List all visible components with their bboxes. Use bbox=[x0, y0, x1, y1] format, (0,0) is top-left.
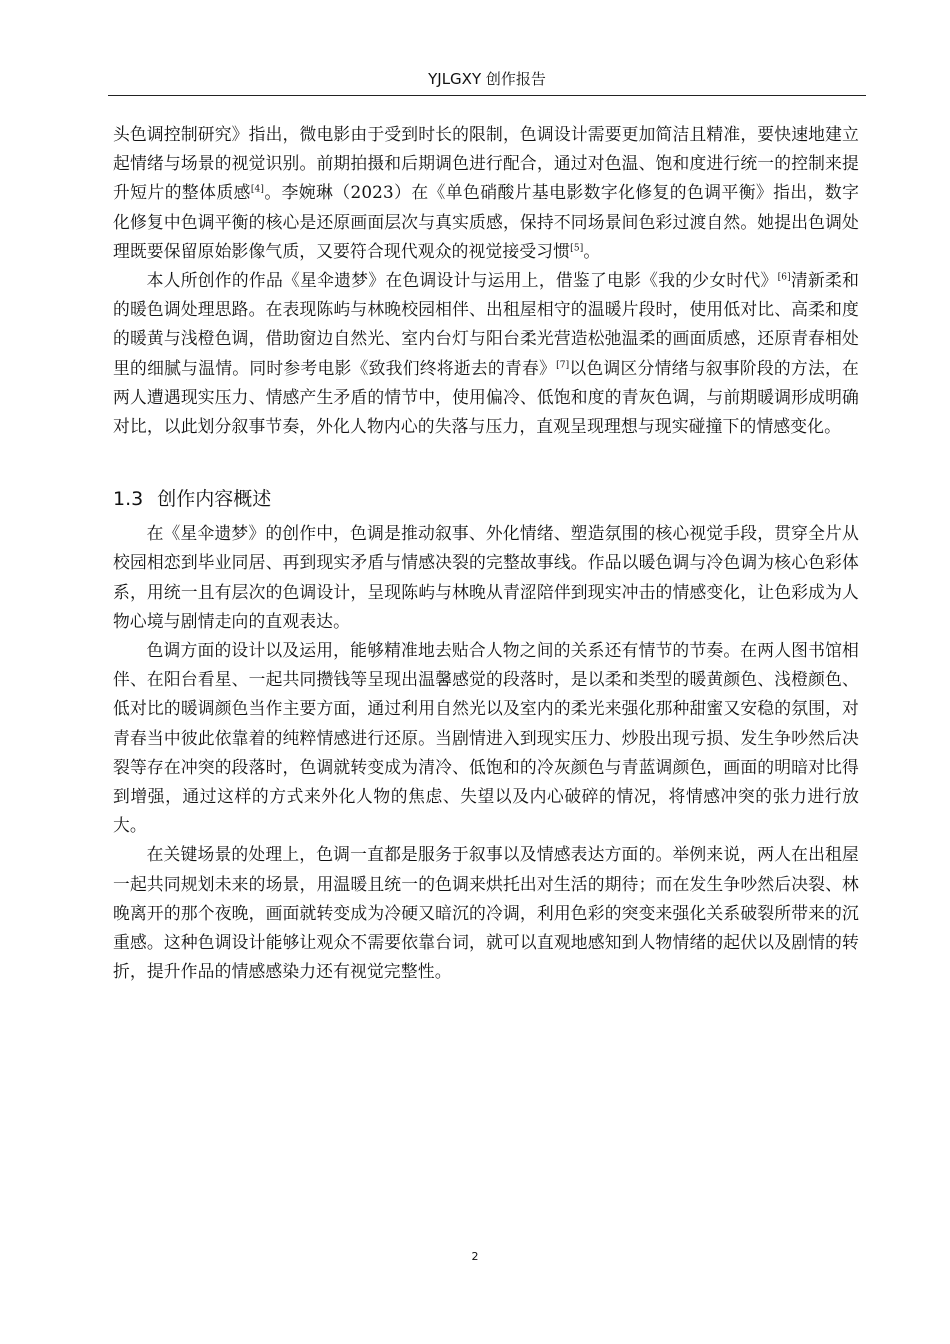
paragraph-4: 色调方面的设计以及运用，能够精准地去贴合人物之间的关系还有情节的节奏。在两人图书馆相伴、在阳台看星、一起共同攒钱等呈现出温馨感觉的段落时，是以柔和类型的暖黄颜色、浅橙颜色、低对比的暖调颜色当作主要方面，通过利用自然光以及室内的柔光来强化那种甜蜜又安稳的氛围，对青春当中彼此依靠着的纯粹情感进行还原。当剧情进入到现实压力、炒股出现亏损、发生争吵然后决裂等存在冲突的段落时，色调就转变成为清冷、低饱和的冷灰颜色与青蓝调颜色，画面的明暗对比得到增强，通过这样的方式来外化人物的焦虑、失望以及内心破碎的情况，将情感冲突的张力进行放大。 bbox=[113, 640, 859, 836]
paragraph-2-text-a: 本人所创作的作品《星伞遗梦》在色调设计与运用上，借鉴了电影《我的少女时代》 bbox=[146, 270, 778, 291]
page-number: 2 bbox=[471, 1250, 479, 1263]
header-title: YJLGXY 创作报告 bbox=[428, 70, 546, 88]
document-body bbox=[113, 120, 859, 986]
citation-6: [6] bbox=[777, 272, 791, 283]
paragraph-3: 在《星伞遗梦》的创作中，色调是推动叙事、外化情绪、塑造氛围的核心视觉手段，贯穿全片从校园相恋到毕业同居、再到现实矛盾与情感决裂的完整故事线。作品以暖色调与冷色调为核心色彩体系，用统一且有层次的色调设计，呈现陈屿与林晚从青涩陪伴到现实冲击的情感变化，让色彩成为人物心境与剧情走向的直观表达。 bbox=[113, 523, 859, 631]
paragraph-1-text-b: 。李婉琳（2023）在《单色硝酸片基电影数字化修复的色调平衡》指出，数字化修复中色调平衡的核心是还原画面层次与真实质感，保持不同场景间色彩过渡自然。她提出色调处理既要保留原始影像气质，又要符合现代观众的视觉接受习惯 bbox=[113, 182, 860, 261]
paragraph-1-text-c: 。 bbox=[583, 240, 601, 261]
paragraph-1 bbox=[113, 120, 859, 266]
page-footer bbox=[0, 1250, 950, 1263]
page-header bbox=[108, 68, 866, 96]
paragraph-2 bbox=[113, 266, 859, 441]
section-number: 1.3 bbox=[113, 488, 144, 511]
paragraph-1-text-a: 头色调控制研究》指出，微电影由于受到时长的限制，色调设计需要更加简洁且精准，要快速地建立起情绪与场景的视觉识别。前期拍摄和后期调色进行配合，通过对色温、饱和度进行统一的控制来提升短片的整体质感 bbox=[113, 124, 859, 203]
citation-5: [5] bbox=[570, 243, 584, 254]
section-heading bbox=[113, 485, 859, 513]
section-title: 创作内容概述 bbox=[157, 488, 272, 511]
paragraph-2-text-b: 清新柔和的暖色调处理思路。在表现陈屿与林晚校园相伴、出租屋相守的温暖片段时，使用低对比、高柔和度的暖黄与浅橙色调，借助窗边自然光、室内台灯与阳台柔光营造松弛温柔的画面质感，还原青春相处里的细腻与温情。同时参考电影《致我们终将逝去的青春》 bbox=[113, 270, 859, 378]
citation-4: [4] bbox=[250, 184, 265, 195]
paragraph-2-text-c: 以色调区分情绪与叙事阶段的方法，在两人遭遇现实压力、情感产生矛盾的情节中，使用偏冷、低饱和度的青灰色调，与前期暖调形成明确对比，以此划分叙事节奏，外化人物内心的失落与压力，直观呈现理想与现实碰撞下的情感变化。 bbox=[113, 357, 859, 437]
citation-7: [7] bbox=[556, 360, 570, 371]
paragraph-5: 在关键场景的处理上，色调一直都是服务于叙事以及情感表达方面的。举例来说，两人在出租屋一起共同规划未来的场景，用温暖且统一的色调来烘托出对生活的期待；而在发生争吵然后决裂、林晚离开的那个夜晚，画面就转变成为冷硬又暗沉的冷调，利用色彩的突变来强化关系破裂所带来的沉重感。这种色调设计能够让观众不需要依靠台词，就可以直观地感知到人物情绪的起伏以及剧情的转折，提升作品的情感感染力还有视觉完整性。 bbox=[113, 844, 859, 982]
